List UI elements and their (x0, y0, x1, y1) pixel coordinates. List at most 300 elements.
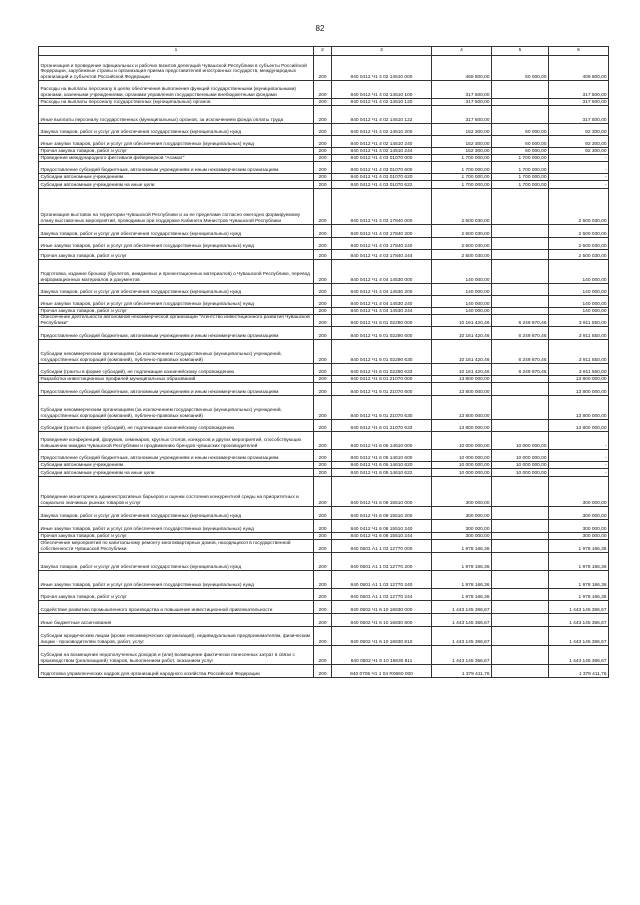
row-amount-col6: 2 500 030,00 (549, 238, 609, 250)
column-header: 4 (432, 47, 492, 56)
page-number: 82 (315, 24, 325, 33)
row-total-amount: 1 443 145 366,67 (432, 601, 492, 614)
row-code: 200 (314, 315, 332, 327)
row-description: Организация и проведение официальных и рабочих визитов делегаций Чувашской Республики в субъекты Российской Федерации, зарубежные страны и организация приема представителей иностранных государств, международных организаций и субъектов Российской Федерации (39, 56, 314, 81)
row-budget-classification: 840 0412 Ч1 6 05 14610 622 (332, 469, 432, 477)
row-description: Субсидии (гранты в форме субсидий), не подлежащие казначейскому сопровождению (39, 420, 314, 432)
row-amount-col6: - (549, 155, 609, 162)
table-row (39, 189, 609, 225)
row-amount-col6: 140 000,00 (549, 260, 609, 284)
row-amount-col6: 300 000,00 (549, 477, 609, 507)
row-amount-col5: 60 000,00 (492, 136, 549, 148)
row-code: 200 (314, 99, 332, 106)
row-total-amount: 10 000 000,00 (432, 469, 492, 477)
table-row (39, 308, 609, 315)
row-code: 200 (314, 162, 332, 174)
row-budget-classification: 840 0412 Ч1 6 01 21070 000 (332, 376, 432, 383)
row-code: 200 (314, 450, 332, 462)
row-amount-col6: 92 300,00 (549, 136, 609, 148)
table-row (39, 533, 609, 540)
row-budget-classification: 840 0412 Ч1 4 03 01070 620 (332, 174, 432, 181)
row-amount-col6: 1 978 166,36 (549, 589, 609, 601)
row-amount-col6: - (549, 462, 609, 469)
row-total-amount: 1 700 000,00 (432, 162, 492, 174)
row-description: Организация выставок на территории Чувашской Республики и за ее пределами согласно ежегодно формируемому плану выставочных мероприятий, проводимых при поддержке Кабинета Министров Чувашской Республики (39, 189, 314, 225)
row-code: 200 (314, 376, 332, 383)
row-description: Субсидии некоммерческим организациям (за исключением государственных (муниципальных) учреждений, государственных корпораций (компаний), публично-правовых компаний) (39, 340, 314, 364)
table-row (39, 477, 609, 507)
row-description: Иные выплаты персоналу государственных (муниципальных) органов, за исключением фонда оплаты труда (39, 106, 314, 124)
row-amount-col6: 2 500 030,00 (549, 225, 609, 238)
row-code: 200 (314, 250, 332, 260)
table-row (39, 571, 609, 589)
row-total-amount: 13 800 000,00 (432, 376, 492, 383)
row-total-amount: 1 443 145 366,67 (432, 627, 492, 646)
row-code: 200 (314, 308, 332, 315)
table-row (39, 148, 609, 155)
row-description: Субсидии автономным учреждениям на иные цели (39, 181, 314, 189)
table-row (39, 614, 609, 627)
row-code: 200 (314, 533, 332, 540)
row-budget-classification: 840 0412 Ч1 6 01 02290 633 (332, 364, 432, 376)
row-amount-col5: 1 700 000,00 (492, 174, 549, 181)
row-budget-classification: 840 0501 А1 1 03 12770 244 (332, 589, 432, 601)
table-row (39, 136, 609, 148)
row-budget-classification: 840 0412 Ч1 6 01 02290 630 (332, 340, 432, 364)
row-budget-classification: 840 0412 Ч1 6 05 14610 620 (332, 462, 432, 469)
row-total-amount: 1 978 166,36 (432, 571, 492, 589)
row-code: 200 (314, 364, 332, 376)
row-amount-col6: 13 800 000,00 (549, 420, 609, 432)
row-description: Подготовка, издание брошюр (буклетов, имиджевых и презентационных материалов) о Чувашской Республике, перевод информационных материалов и документов (39, 260, 314, 284)
row-code: 200 (314, 296, 332, 308)
table-row (39, 162, 609, 174)
row-budget-classification: 840 0412 Ч1 6 05 14610 600 (332, 450, 432, 462)
row-amount-col5 (492, 627, 549, 646)
row-total-amount: 300 000,00 (432, 520, 492, 533)
row-total-amount: 13 800 000,00 (432, 396, 492, 420)
row-amount-col6: - (549, 469, 609, 477)
table-row (39, 507, 609, 520)
row-code: 200 (314, 383, 332, 396)
row-amount-col5 (492, 477, 549, 507)
column-header: 1 (39, 47, 314, 56)
row-description: Содействие развитию промышленного производства и повышение инвестиционной привлекательности (39, 601, 314, 614)
row-amount-col5 (492, 614, 549, 627)
row-amount-col6: 140 000,00 (549, 308, 609, 315)
row-budget-classification: 840 0412 Ч1 6 01 21070 633 (332, 420, 432, 432)
row-amount-col6: 140 000,00 (549, 296, 609, 308)
row-description: Предоставление субсидий бюджетным, автономным учреждениям и иным некоммерческим организациям (39, 327, 314, 340)
row-budget-classification: 840 0502 Ч1 6 10 16830 810 (332, 627, 432, 646)
table-row (39, 396, 609, 420)
row-description: Иные закупки товаров, работ и услуг для обеспечения государственных (муниципальных) нужд (39, 136, 314, 148)
row-total-amount: 1 443 145 366,67 (432, 614, 492, 627)
row-amount-col6: - (549, 174, 609, 181)
row-budget-classification: 840 0412 Ч1 6 01 21070 630 (332, 396, 432, 420)
row-budget-classification: 840 0412 Ч1 6 08 15510 240 (332, 520, 432, 533)
row-amount-col6: 13 800 000,00 (549, 396, 609, 420)
row-amount-col5 (492, 589, 549, 601)
table-row (39, 327, 609, 340)
row-code: 200 (314, 420, 332, 432)
row-budget-classification: 840 0502 Ч1 6 10 16830 000 (332, 601, 432, 614)
row-amount-col6: 13 800 000,00 (549, 376, 609, 383)
row-code: 200 (314, 469, 332, 477)
row-amount-col5 (492, 189, 549, 225)
header-row (39, 47, 609, 56)
row-total-amount: 140 000,00 (432, 284, 492, 296)
row-description: Субсидии автономным учреждениям (39, 462, 314, 469)
table-row (39, 646, 609, 665)
row-budget-classification: 840 0412 Ч1 4 03 17840 200 (332, 225, 432, 238)
row-description: Расходы на выплаты персоналу государственных (муниципальных) органов (39, 99, 314, 106)
row-total-amount: 1 443 145 366,67 (432, 646, 492, 665)
row-amount-col6: 300 000,00 (549, 533, 609, 540)
row-code: 200 (314, 665, 332, 678)
row-budget-classification: 840 0412 Ч1 4 02 14510 120 (332, 99, 432, 106)
table-row (39, 174, 609, 181)
row-amount-col5: 1 700 000,00 (492, 181, 549, 189)
table-row (39, 296, 609, 308)
row-amount-col5 (492, 540, 549, 553)
row-description: Предоставление субсидий бюджетным, автономным учреждениям и иным некоммерческим организациям (39, 383, 314, 396)
row-amount-col5 (492, 420, 549, 432)
row-budget-classification: 840 0412 Ч1 4 02 14510 244 (332, 148, 432, 155)
row-amount-col6: 1 978 166,36 (549, 540, 609, 553)
table-row (39, 364, 609, 376)
row-code: 200 (314, 238, 332, 250)
row-description: Предоставление субсидий бюджетным, автономным учреждениям и иным некоммерческим организациям (39, 450, 314, 462)
row-amount-col6: 1 443 145 366,67 (549, 646, 609, 665)
table-row (39, 260, 609, 284)
row-budget-classification: 840 0412 Ч1 6 01 02290 600 (332, 327, 432, 340)
row-amount-col5: 60 000,00 (492, 148, 549, 155)
row-description: Подготовка управленческих кадров для организаций народного хозяйства Российской Федерации (39, 665, 314, 678)
row-code: 200 (314, 614, 332, 627)
table-row (39, 601, 609, 614)
row-code: 200 (314, 507, 332, 520)
row-code: 200 (314, 284, 332, 296)
row-budget-classification: 840 0501 А1 1 03 12770 240 (332, 571, 432, 589)
row-amount-col6: 3 911 550,00 (549, 315, 609, 327)
row-total-amount: 2 500 030,00 (432, 225, 492, 238)
row-description: Закупка товаров, работ и услуг для обеспечения государственных (муниципальных) нужд (39, 553, 314, 571)
row-code: 200 (314, 81, 332, 99)
row-budget-classification: 840 0412 Ч1 6 08 15510 000 (332, 477, 432, 507)
table-row (39, 589, 609, 601)
row-total-amount: 1 700 000,00 (432, 174, 492, 181)
row-amount-col6: - (549, 432, 609, 450)
table-row (39, 383, 609, 396)
row-amount-col5: 1 700 000,00 (492, 155, 549, 162)
row-code: 200 (314, 601, 332, 614)
row-code: 200 (314, 627, 332, 646)
row-amount-col5 (492, 284, 549, 296)
table-row (39, 315, 609, 327)
column-header: 5 (492, 47, 549, 56)
row-budget-classification: 840 0412 Ч1 6 01 21070 600 (332, 383, 432, 396)
row-code: 200 (314, 432, 332, 450)
row-total-amount: 10 161 420,46 (432, 315, 492, 327)
row-amount-col6: 13 800 000,00 (549, 383, 609, 396)
row-amount-col5: 6 249 870,46 (492, 364, 549, 376)
row-amount-col6: 140 000,00 (549, 284, 609, 296)
row-amount-col6: 300 000,00 (549, 507, 609, 520)
row-description: Субсидии автономным учреждениям (39, 174, 314, 181)
row-description: Закупка товаров, работ и услуг для обеспечения государственных (муниципальных) нужд (39, 507, 314, 520)
row-budget-classification: 840 0412 Ч1 6 01 02290 000 (332, 315, 432, 327)
row-budget-classification: 840 0412 Ч1 4 02 14510 200 (332, 124, 432, 136)
table-row (39, 106, 609, 124)
row-description: Обеспечение деятельности автономной некоммерческой организации "Агентство инвестиционного развития Чувашской Республики" (39, 315, 314, 327)
row-description: Прочая закупка товаров, работ и услуг (39, 148, 314, 155)
row-total-amount: 10 161 420,46 (432, 340, 492, 364)
row-code: 200 (314, 589, 332, 601)
row-description: Субсидии на возмещение недополученных доходов и (или) возмещение фактически понесенных затрат в связи с производством (реализацией) товаров, выполнением работ, оказанием услуг (39, 646, 314, 665)
row-total-amount: 300 000,00 (432, 477, 492, 507)
row-code: 200 (314, 148, 332, 155)
row-amount-col5: 10 000 000,00 (492, 469, 549, 477)
row-amount-col5 (492, 238, 549, 250)
row-budget-classification: 840 0412 Ч1 4 04 14530 000 (332, 260, 432, 284)
row-amount-col5 (492, 81, 549, 99)
row-budget-classification: 840 0412 Ч1 6 08 15510 200 (332, 507, 432, 520)
row-total-amount: 140 000,00 (432, 308, 492, 315)
row-total-amount: 1 379 411,76 (432, 665, 492, 678)
row-budget-classification: 840 0705 Ч1 1 04 R0660 000 (332, 665, 432, 678)
row-amount-col5 (492, 250, 549, 260)
table-row (39, 284, 609, 296)
row-amount-col6: 1 978 166,36 (549, 553, 609, 571)
row-code: 200 (314, 260, 332, 284)
row-budget-classification: 840 0412 Ч1 4 04 14530 240 (332, 296, 432, 308)
row-amount-col6: - (549, 162, 609, 174)
row-code: 200 (314, 189, 332, 225)
row-code: 200 (314, 181, 332, 189)
row-description: Субсидии некоммерческим организациям (за исключением государственных (муниципальных) учреждений, государственных корпораций (компаний), публично-правовых компаний) (39, 396, 314, 420)
row-description: Субсидии автономным учреждениям на иные цели (39, 469, 314, 477)
column-header: 3 (332, 47, 432, 56)
row-total-amount: 10 000 000,00 (432, 462, 492, 469)
row-code: 200 (314, 136, 332, 148)
row-amount-col6: 2 500 030,00 (549, 189, 609, 225)
row-total-amount: 10 161 420,46 (432, 327, 492, 340)
table-row (39, 462, 609, 469)
row-amount-col5 (492, 383, 549, 396)
row-total-amount: 152 300,00 (432, 136, 492, 148)
row-description: Закупка товаров, работ и услуг для обеспечения государственных (муниципальных) нужд (39, 284, 314, 296)
row-amount-col6: 317 500,00 (549, 99, 609, 106)
row-description: Прочая закупка товаров, работ и услуг (39, 250, 314, 260)
row-total-amount: 317 500,00 (432, 106, 492, 124)
row-budget-classification: 840 0502 Ч1 6 10 16830 800 (332, 614, 432, 627)
row-budget-classification: 840 0412 Ч1 6 05 14610 000 (332, 432, 432, 450)
table-row (39, 520, 609, 533)
table-row (39, 420, 609, 432)
table-row (39, 225, 609, 238)
row-total-amount: 300 000,00 (432, 507, 492, 520)
row-amount-col5: 1 700 000,00 (492, 162, 549, 174)
row-description: Закупка товаров, работ и услуг для обеспечения государственных (муниципальных) нужд (39, 225, 314, 238)
table-row (39, 81, 609, 99)
row-code: 200 (314, 124, 332, 136)
row-total-amount: 317 500,00 (432, 81, 492, 99)
row-total-amount: 1 700 000,00 (432, 155, 492, 162)
table-row (39, 665, 609, 678)
row-budget-classification: 840 0412 Ч1 6 08 15510 244 (332, 533, 432, 540)
row-description: Проведение международного фестиваля фейерверков "Асамат" (39, 155, 314, 162)
row-total-amount: 1 978 166,36 (432, 553, 492, 571)
row-total-amount: 140 000,00 (432, 260, 492, 284)
row-code: 200 (314, 646, 332, 665)
row-amount-col5 (492, 225, 549, 238)
row-amount-col5: 6 249 870,46 (492, 327, 549, 340)
row-description: Проведение конференций, форумов, семинаров, круглых столов, конкурсов и других мероприятий, способствующих повышению имиджа Чувашской Республики и продвижению брендов чувашских производителей (39, 432, 314, 450)
row-description: Прочая закупка товаров, работ и услуг (39, 308, 314, 315)
table-row (39, 540, 609, 553)
row-description: Разработка инвестиционных профилей муниципальных образований (39, 376, 314, 383)
row-description: Прочая закупка товаров, работ и услуг (39, 533, 314, 540)
row-total-amount: 1 978 166,36 (432, 589, 492, 601)
row-amount-col6: - (549, 181, 609, 189)
row-amount-col6: 3 911 550,00 (549, 340, 609, 364)
table-row (39, 99, 609, 106)
row-amount-col5 (492, 553, 549, 571)
row-code: 200 (314, 106, 332, 124)
column-header: 2 (314, 47, 332, 56)
row-amount-col6: 1 443 145 366,67 (549, 601, 609, 614)
row-amount-col5: 10 000 000,00 (492, 432, 549, 450)
column-header: 6 (549, 47, 609, 56)
row-budget-classification: 840 0412 Ч1 4 04 14530 244 (332, 308, 432, 315)
row-budget-classification: 840 0412 Ч1 4 03 17840 000 (332, 189, 432, 225)
row-code: 200 (314, 571, 332, 589)
row-description: Предоставление субсидий бюджетным, автономным учреждениям и иным некоммерческим организациям (39, 162, 314, 174)
row-amount-col5 (492, 296, 549, 308)
row-amount-col5 (492, 507, 549, 520)
row-amount-col5: 60 000,00 (492, 124, 549, 136)
row-amount-col5: 10 000 000,00 (492, 450, 549, 462)
row-budget-classification: 840 0412 Ч1 4 03 01070 622 (332, 181, 432, 189)
row-code: 200 (314, 56, 332, 81)
row-description: Проведение мониторинга административных барьеров и оценки состояния конкурентной среды на приоритетных и социально значимых рынках товаров и услуг (39, 477, 314, 507)
row-budget-classification: 840 0501 А1 1 03 12770 000 (332, 540, 432, 553)
row-amount-col5 (492, 571, 549, 589)
row-total-amount: 152 300,00 (432, 148, 492, 155)
row-total-amount: 10 000 000,00 (432, 450, 492, 462)
row-description: Обеспечение мероприятий по капитальному ремонту многоквартирных домов, находящихся в государственной собственности Чувашской Республики (39, 540, 314, 553)
row-budget-classification: 840 0412 Ч1 4 02 14510 122 (332, 106, 432, 124)
row-code: 200 (314, 340, 332, 364)
row-description: Прочая закупка товаров, работ и услуг (39, 589, 314, 601)
row-amount-col6: 1 443 145 366,67 (549, 614, 609, 627)
row-total-amount: 2 500 030,00 (432, 189, 492, 225)
row-code: 200 (314, 396, 332, 420)
row-code: 200 (314, 174, 332, 181)
row-amount-col5: 6 249 870,46 (492, 340, 549, 364)
row-amount-col5 (492, 533, 549, 540)
row-amount-col5 (492, 260, 549, 284)
table-row (39, 450, 609, 462)
row-amount-col6: 3 911 550,00 (549, 327, 609, 340)
row-code: 200 (314, 540, 332, 553)
row-code: 200 (314, 477, 332, 507)
row-budget-classification: 840 0412 Ч1 4 02 14510 000 (332, 56, 432, 81)
row-description: Иные бюджетные ассигнования (39, 614, 314, 627)
row-amount-col5 (492, 520, 549, 533)
row-amount-col6: 92 300,00 (549, 148, 609, 155)
table-row (39, 627, 609, 646)
row-total-amount: 10 161 420,46 (432, 364, 492, 376)
row-total-amount: 317 500,00 (432, 99, 492, 106)
row-code: 200 (314, 462, 332, 469)
row-amount-col5 (492, 601, 549, 614)
row-amount-col6: 2 500 030,00 (549, 250, 609, 260)
row-description: Субсидии юридическим лицам (кроме некоммерческих организаций), индивидуальным предпринимателям, физическим лицам - производителям товаров, работ, услуг (39, 627, 314, 646)
row-amount-col5 (492, 376, 549, 383)
row-description: Иные закупки товаров, работ и услуг для обеспечения государственных (муниципальных) нужд (39, 520, 314, 533)
row-budget-classification: 840 0502 Ч1 6 10 16830 811 (332, 646, 432, 665)
row-amount-col6: 300 000,00 (549, 520, 609, 533)
row-amount-col5 (492, 396, 549, 420)
row-amount-col6: 317 500,00 (549, 106, 609, 124)
row-amount-col6: 92 300,00 (549, 124, 609, 136)
row-total-amount: 10 000 000,00 (432, 432, 492, 450)
row-budget-classification: 840 0412 Ч1 4 03 17840 244 (332, 250, 432, 260)
row-amount-col5 (492, 665, 549, 678)
row-total-amount: 1 700 000,00 (432, 181, 492, 189)
row-description: Закупка товаров, работ и услуг для обеспечения государственных (муниципальных) нужд (39, 124, 314, 136)
row-description: Иные закупки товаров, работ и услуг для обеспечения государственных (муниципальных) нужд (39, 571, 314, 589)
table-row (39, 469, 609, 477)
row-description: Субсидии (гранты в форме субсидий), не подлежащие казначейскому сопровождению (39, 364, 314, 376)
row-budget-classification: 840 0501 А1 1 03 12770 200 (332, 553, 432, 571)
row-amount-col6: 1 443 145 366,67 (549, 627, 609, 646)
row-amount-col6: 317 500,00 (549, 81, 609, 99)
table-row (39, 376, 609, 383)
table-row (39, 181, 609, 189)
row-budget-classification: 840 0412 Ч1 4 03 01070 600 (332, 162, 432, 174)
table-row (39, 432, 609, 450)
row-amount-col6: - (549, 450, 609, 462)
row-total-amount: 13 800 000,00 (432, 420, 492, 432)
row-code: 200 (314, 225, 332, 238)
row-total-amount: 300 000,00 (432, 533, 492, 540)
row-amount-col5: 10 000 000,00 (492, 462, 549, 469)
row-total-amount: 2 500 030,00 (432, 250, 492, 260)
row-code: 200 (314, 327, 332, 340)
table-row (39, 155, 609, 162)
table-row (39, 56, 609, 81)
row-amount-col5 (492, 106, 549, 124)
budget-table (38, 46, 609, 678)
row-total-amount: 140 000,00 (432, 296, 492, 308)
row-total-amount: 152 300,00 (432, 124, 492, 136)
row-amount-col6: 3 911 550,00 (549, 364, 609, 376)
row-description: Иные закупки товаров, работ и услуг для обеспечения государственных (муниципальных) нужд (39, 296, 314, 308)
table-row (39, 340, 609, 364)
row-total-amount: 1 978 166,36 (432, 540, 492, 553)
table-row (39, 250, 609, 260)
row-amount-col5 (492, 646, 549, 665)
row-budget-classification: 840 0412 Ч1 4 02 14510 100 (332, 81, 432, 99)
row-code: 200 (314, 520, 332, 533)
row-budget-classification: 840 0412 Ч1 4 03 01070 000 (332, 155, 432, 162)
row-description: Иные закупки товаров, работ и услуг для обеспечения государственных (муниципальных) нужд (39, 238, 314, 250)
row-amount-col6: 1 978 166,36 (549, 571, 609, 589)
row-amount-col6: 409 800,00 (549, 56, 609, 81)
